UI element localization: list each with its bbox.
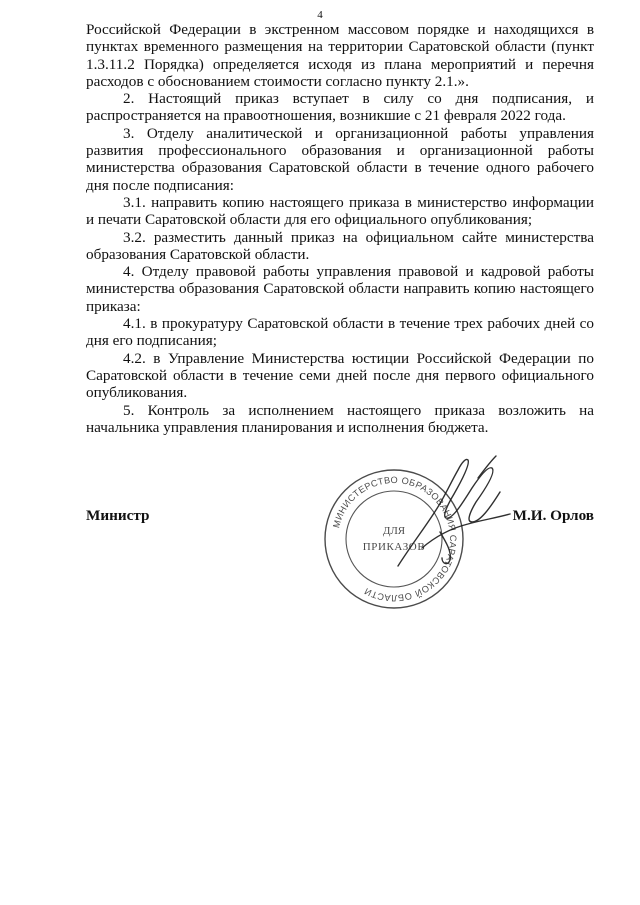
signer-title: Министр [86,507,150,524]
seal-ring-text: МИНИСТЕРСТВО ОБРАЗОВАНИЯ САРАТОВСКОЙ ОБЛАСТИ [331,474,459,604]
paragraph-item-3-1: 3.1. направить копию настоящего приказа в министерство информации и печати Саратовской области для его официального опубликования; [86,193,594,229]
seal-line-2: ПРИКАЗОВ [362,541,426,553]
paragraph-item-5: 5. Контроль за исполнением настоящего приказа возложить на начальника управления планирования и исполнения бюджета. [86,401,594,436]
paragraph-effective-date: 2. Настоящий приказ вступает в силу со дня подписания, и распространяется на правоотношения, возникшие с 21 февраля 2022 года. [86,90,594,125]
document-body [86,21,594,436]
page-number: 4 [317,9,323,21]
seal-line-1: ДЛЯ [382,525,406,537]
paragraph-item-4-2: 4.2. в Управление Министерства юстиции Российской Федерации по Саратовской области в течение семи дней после дня первого официального опубликования. [86,349,594,402]
signer-name: М.И. Орлов [512,507,594,524]
paragraph-item-4: 4. Отделу правовой работы управления правовой и кадровой работы министерства образования Саратовской области направить копию настоящего приказа: [86,263,594,315]
paragraph-item-4-1: 4.1. в прокуратуру Саратовской области в течение трех рабочих дней со дня его подписания; [86,315,594,350]
paragraph-item-3: 3. Отделу аналитической и организационной работы управления развития профессионального образования и организационной работы министерства образования Саратовской области в течение одного рабочего дня после подписания: [86,124,594,194]
paragraph-item-3-2: 3.2. разместить данный приказ на официальном сайте министерства образования Саратовской области. [86,228,594,263]
handwritten-signature [392,448,522,578]
paragraph-continuation: Российской Федерации в экстренном массовом порядке и находящихся в пунктах временного размещения на территории Саратовской области (пункт 1.3.11.2 Порядка) определяется исходя из плана мероприятий и перечня расходов с обоснованием стоимости согласно пункту 2.1.». [86,21,594,90]
